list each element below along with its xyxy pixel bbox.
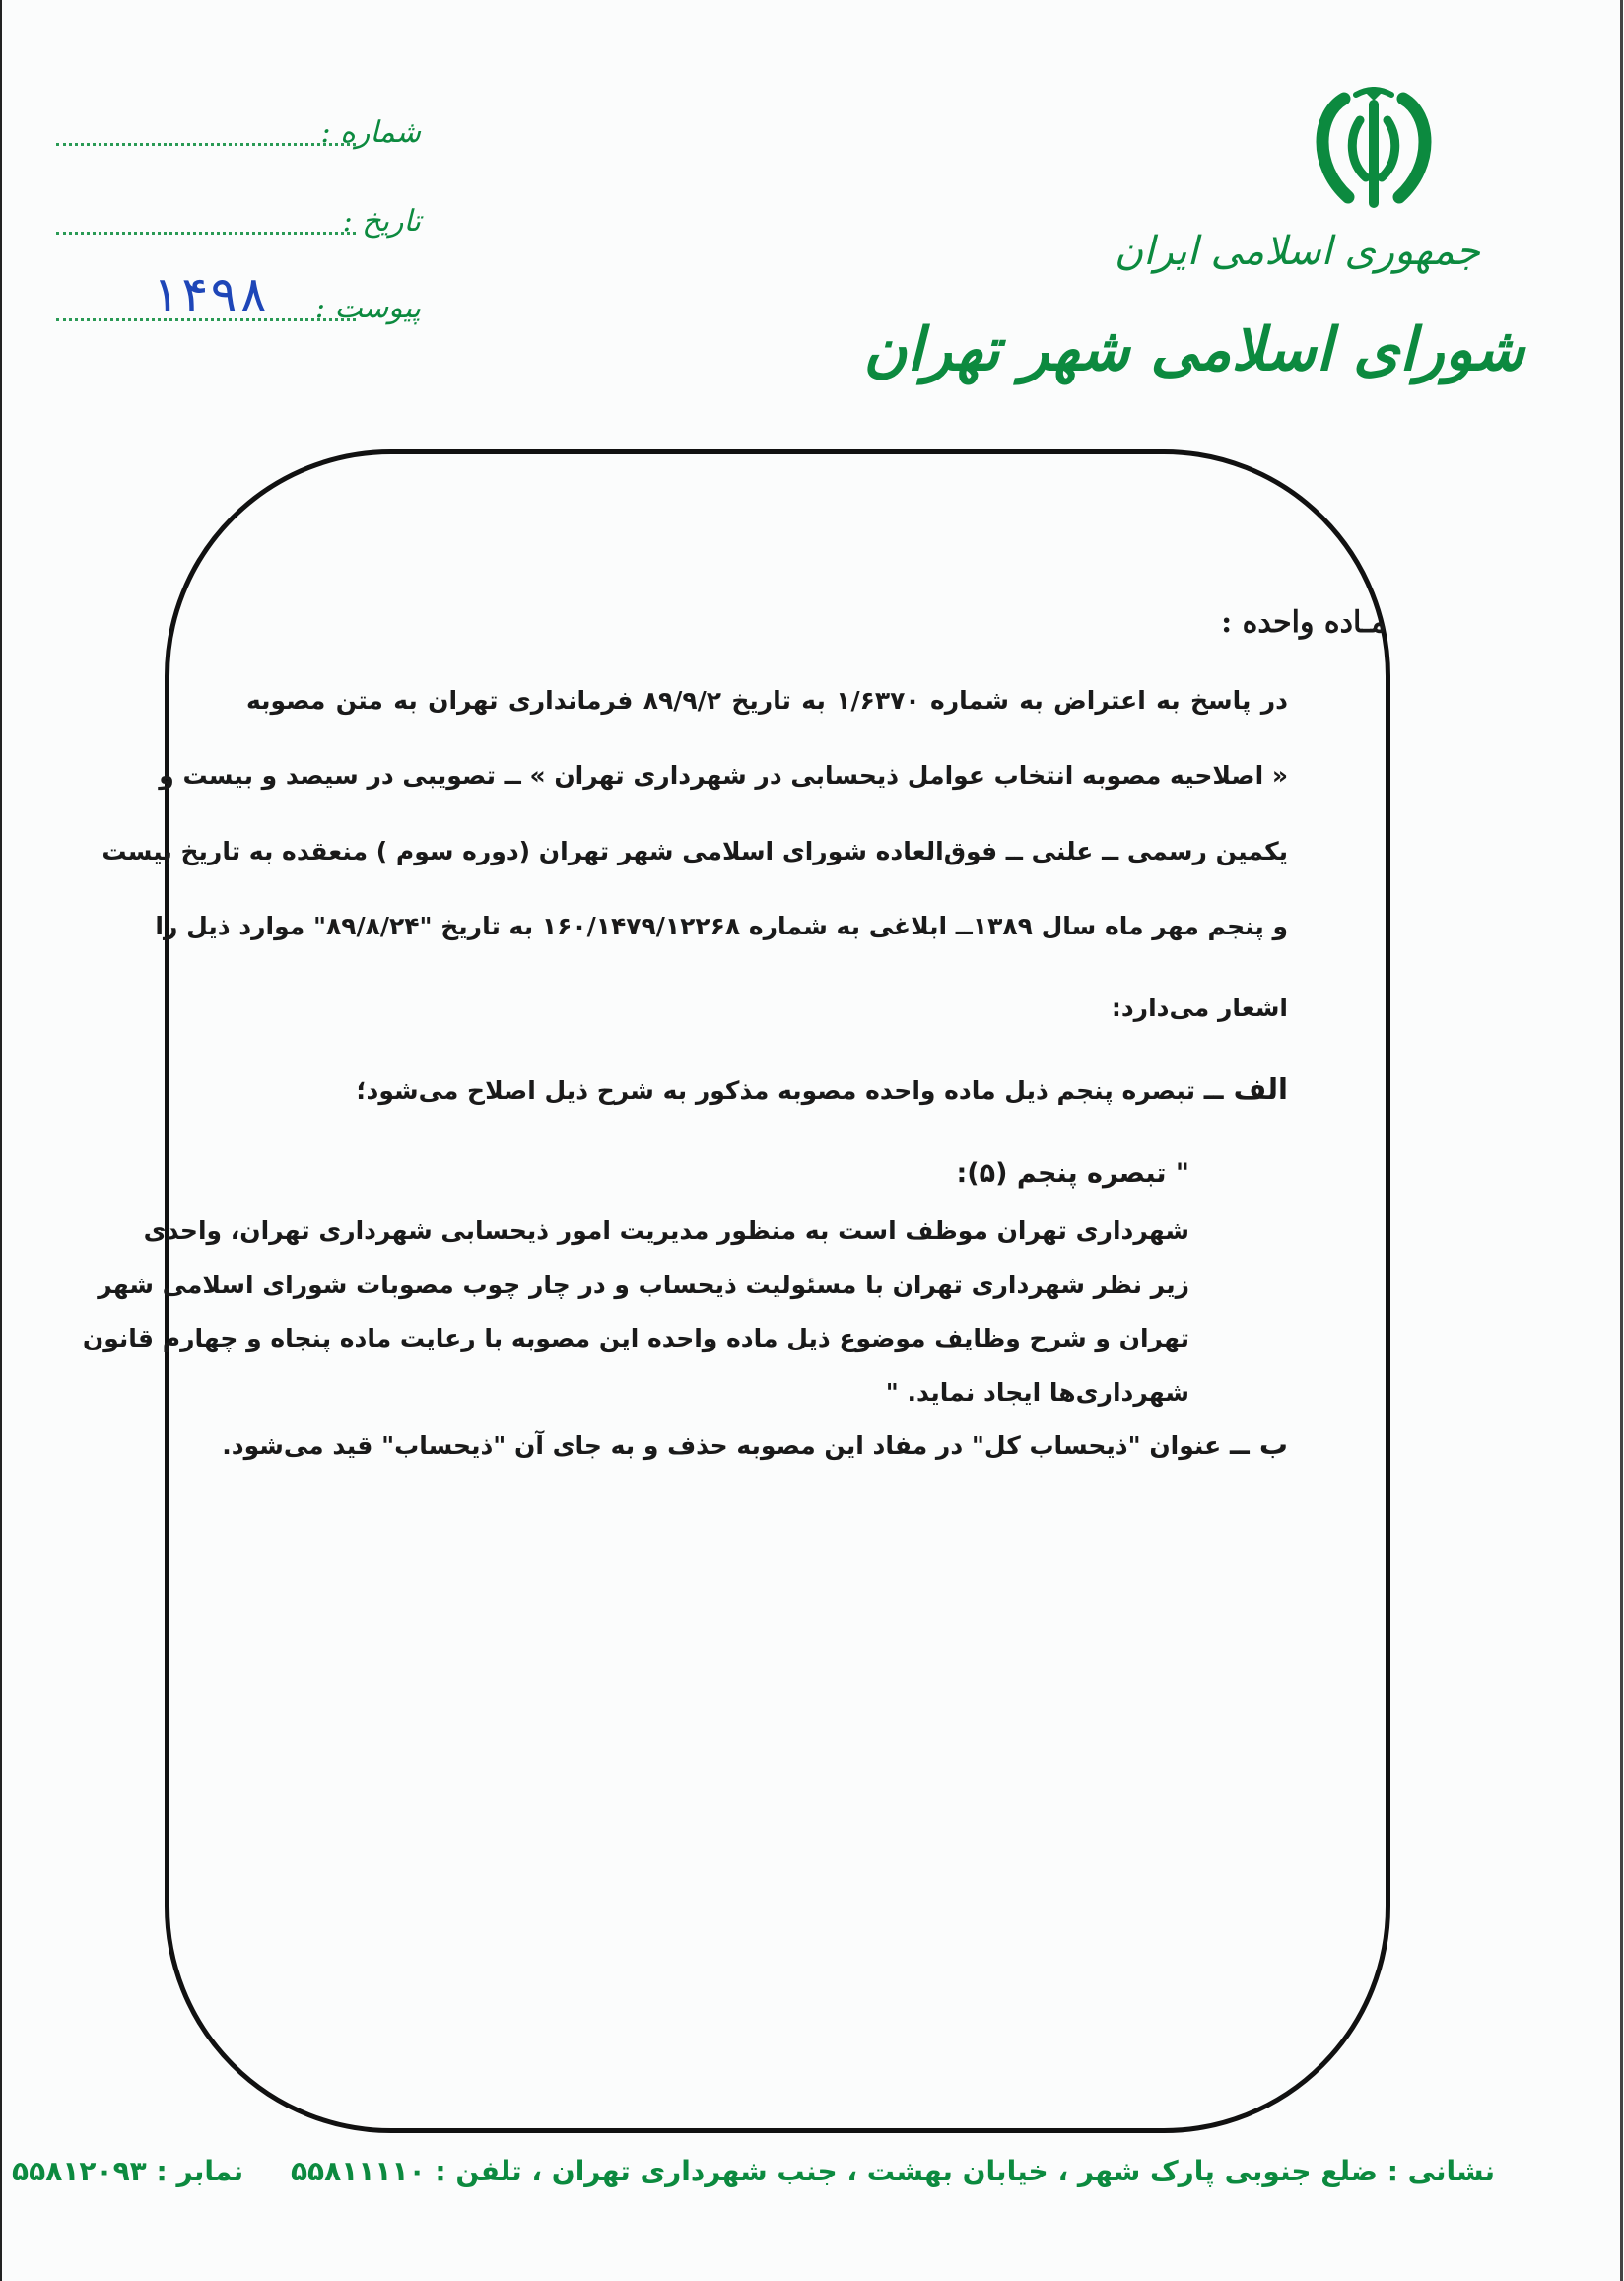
paragraph-line-3: یکمین رسمی ــ علنی ــ فوق‌العاده شورای اسلامی شهر تهران (دوره سوم ) منعقده به تاریخ بیست — [102, 837, 1289, 865]
paragraph-line-2: « اصلاحیه مصوبه انتخاب عوامل ذیحسابی در شهرداری تهران » ــ تصویبی در سیصد و بیست و — [160, 761, 1289, 790]
footer-contact — [0, 2155, 1496, 2187]
footer-address: نشانی : ضلع جنوبی پارک شهر ، خیابان بهشت ، جنب شهرداری تهران ، تلفن : ۵۵۸۱۱۱۱۰ — [291, 2155, 1496, 2187]
paragraph-line-1: در پاسخ به اعتراض به شماره ۱/۶۳۷۰ به تاریخ ۸۹/۹/۲ فرمانداری تهران به متن مصوبه — [247, 686, 1290, 715]
item-b-key: ب ــ — [1230, 1427, 1289, 1461]
article-heading: مـاده واحده : — [1222, 605, 1387, 640]
note-line-1: شهرداری تهران موظف است به منظور مدیریت امور ذیحسابی شهرداری تهران، واحدی — [144, 1216, 1190, 1245]
item-a — [358, 1069, 1290, 1112]
note-line-4: شهرداری‌ها ایجاد نماید. " — [886, 1378, 1190, 1407]
org-name-country: جمهوری اسلامی ایران — [1115, 229, 1481, 274]
note-line-2: زیر نظر شهرداری تهران با مسئولیت ذیحساب و در چار چوب مصوبات شورای اسلامی شهر — [99, 1271, 1190, 1299]
item-b-text: عنوان "ذیحساب کل" در مفاد این مصوبه حذف و به جای آن "ذیحساب" قید می‌شود. — [223, 1431, 1223, 1460]
footer-fax: نمابر : ۵۵۸۱۲۰۹۳ — [13, 2155, 245, 2187]
attachment-label: پیوست : — [315, 291, 422, 325]
note-title: " تبصره پنجم (۵): — [957, 1158, 1190, 1189]
item-a-key: الف ــ — [1204, 1072, 1289, 1106]
item-b — [223, 1423, 1289, 1467]
date-label: تاریخ : — [343, 204, 422, 239]
paragraph-line-5: اشعار می‌دارد: — [1112, 994, 1289, 1022]
org-name-council: شورای اسلامی شهر تهران — [864, 315, 1525, 384]
attachment-value: ۱۴۹۸ — [151, 266, 270, 323]
number-label: شماره : — [321, 115, 422, 150]
item-a-text: تبصره پنجم ذیل ماده واحده مصوبه مذکور به شرح ذیل اصلاح می‌شود؛ — [357, 1076, 1196, 1105]
paragraph-line-4: و پنجم مهر ماه سال ۱۳۸۹ــ ابلاغی به شماره ۱۶۰/۱۴۷۹/۱۲۲۶۸ به تاریخ "۸۹/۸/۲۴" موارد ذیل را — [156, 912, 1289, 940]
note-line-3: تهران و شرح وظایف موضوع ذیل ماده واحده این مصوبه با رعایت ماده پنجاه و چهارم قانون — [83, 1324, 1190, 1352]
